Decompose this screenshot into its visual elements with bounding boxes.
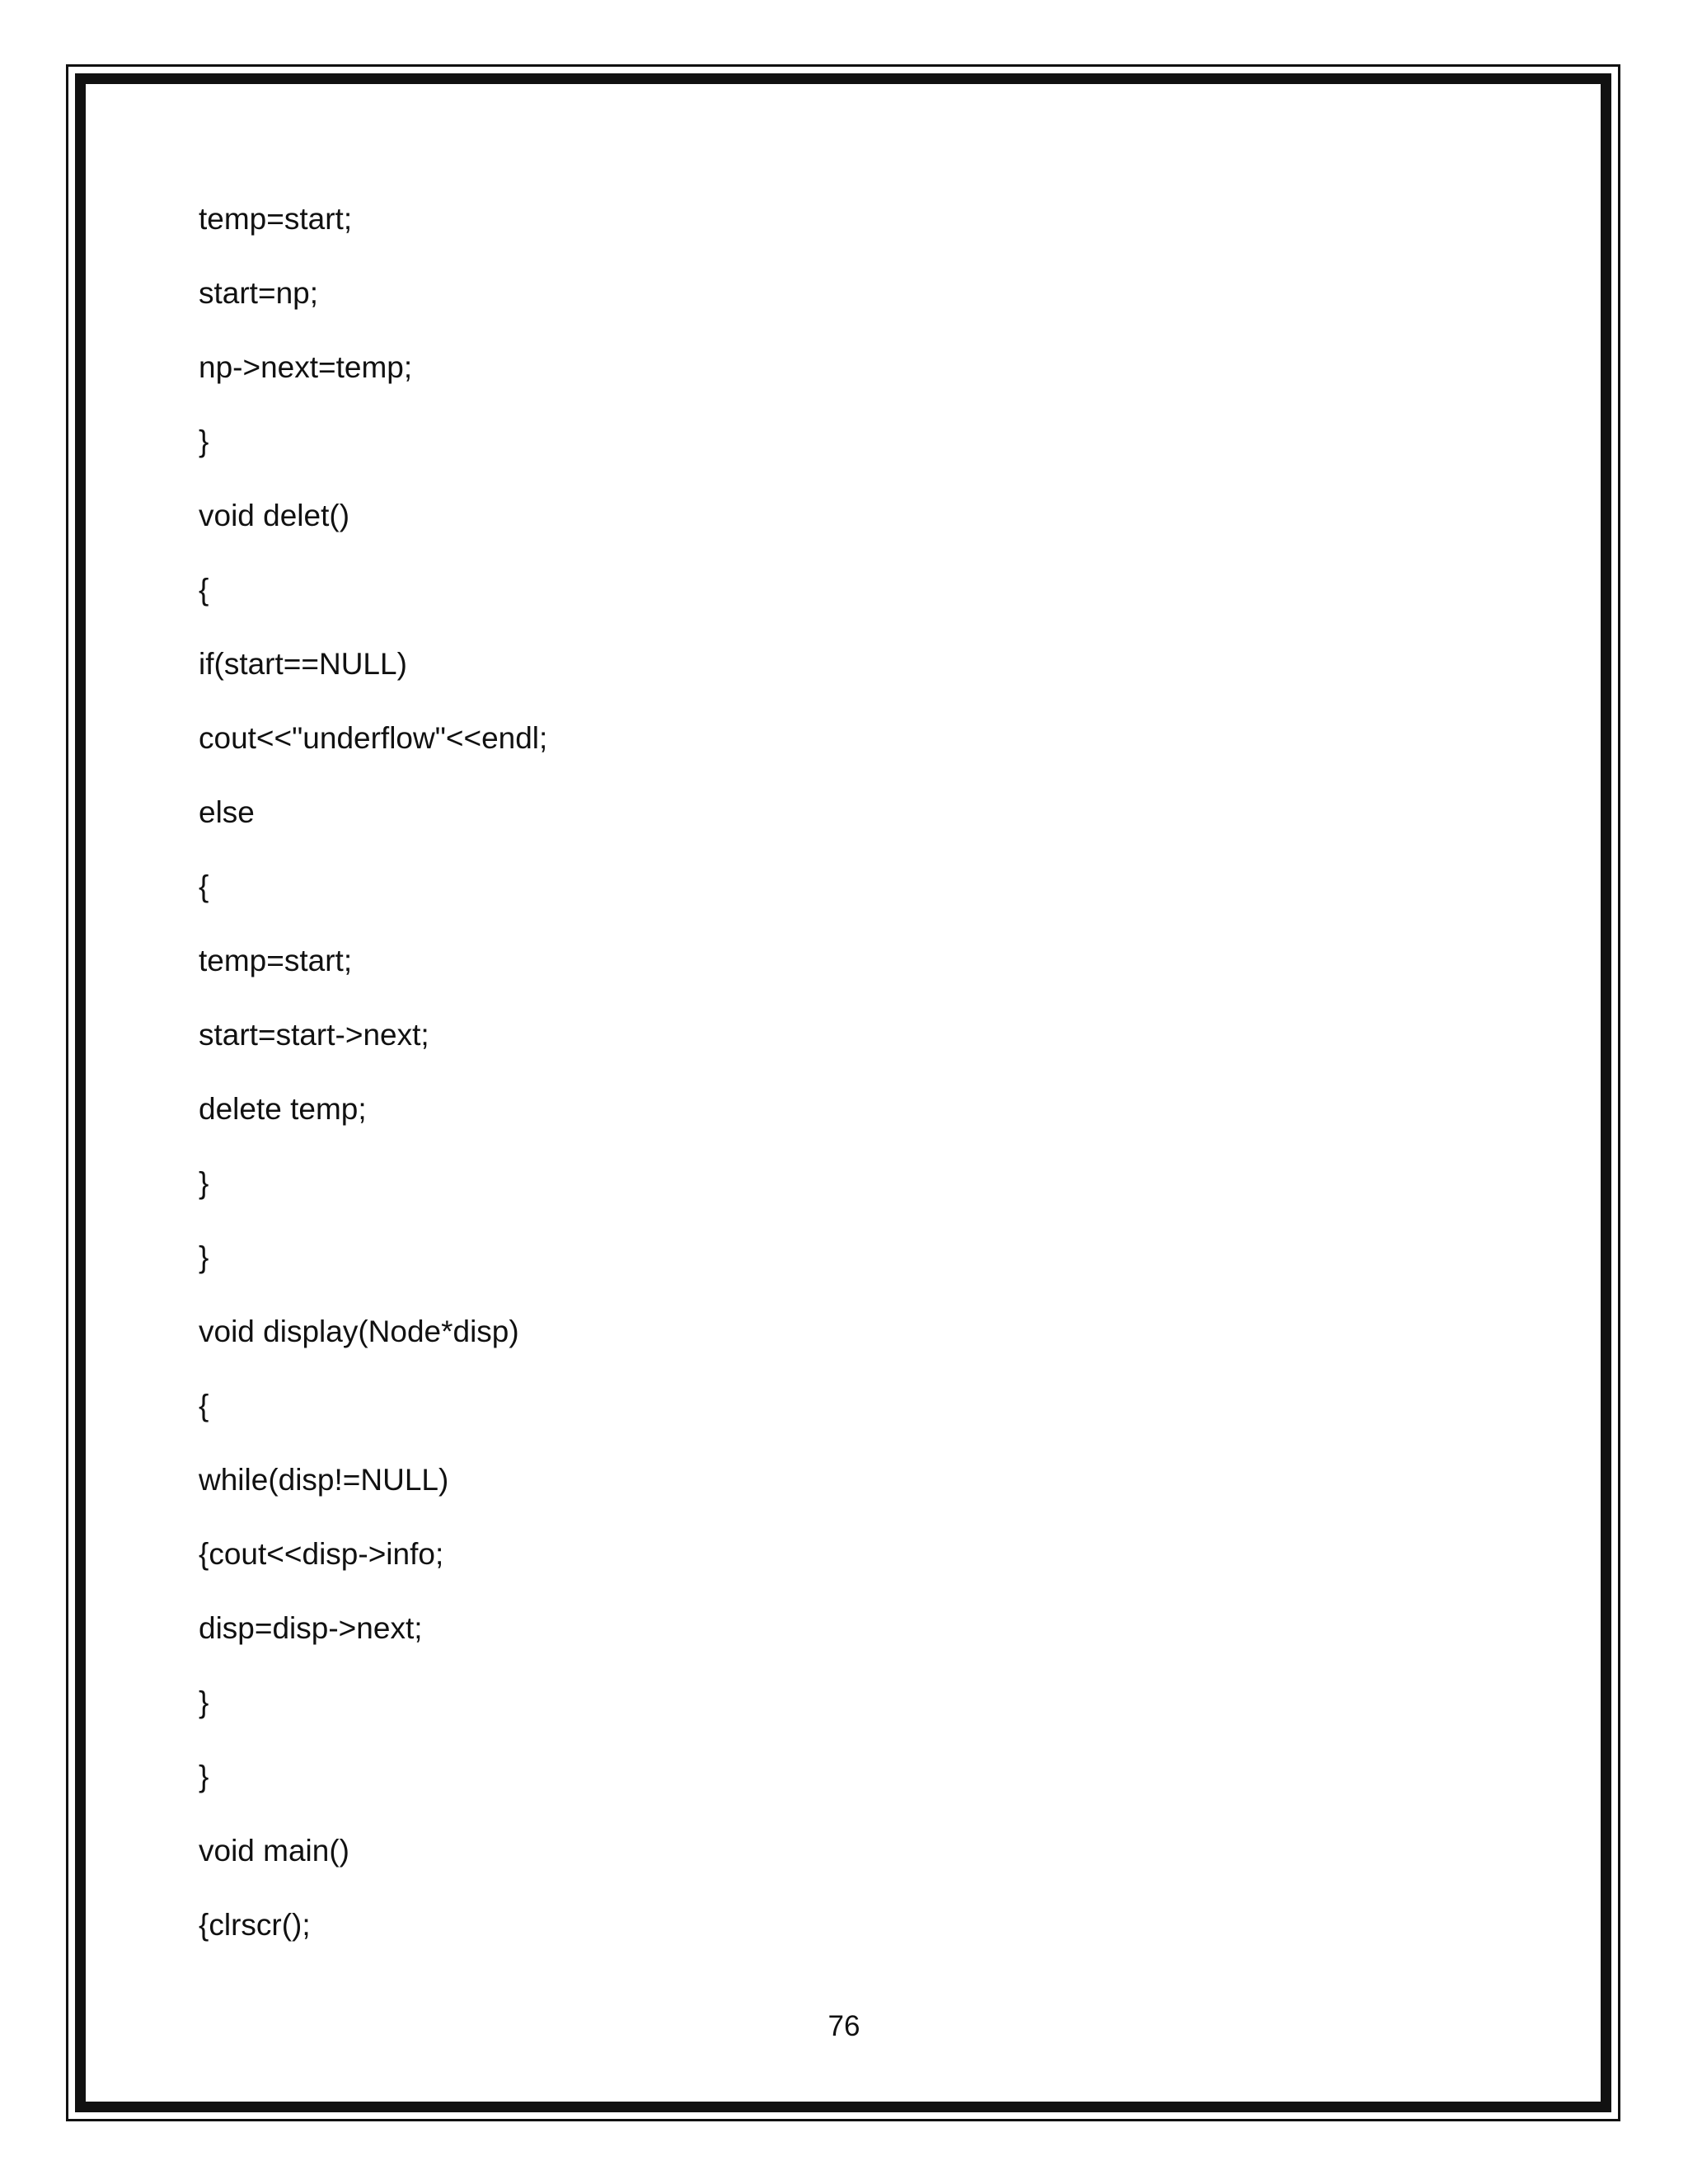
code-line: delete temp;	[199, 1092, 367, 1126]
code-line: }	[199, 1760, 209, 1793]
code-line: {	[199, 869, 209, 903]
page-number: 76	[828, 2010, 860, 2042]
code-line: }	[199, 1685, 209, 1719]
code-line: void main()	[199, 1834, 349, 1868]
code-line: cout<<"underflow"<<endl;	[199, 721, 548, 755]
code-line: }	[199, 424, 209, 458]
code-line: disp=disp->next;	[199, 1611, 423, 1645]
code-line: {clrscr();	[199, 1908, 311, 1942]
code-line: else	[199, 795, 255, 829]
code-line: {	[199, 1389, 209, 1422]
code-line: temp=start;	[199, 944, 353, 977]
code-line: temp=start;	[199, 202, 353, 236]
code-line: }	[199, 1166, 209, 1200]
code-line: start=start->next;	[199, 1018, 429, 1052]
code-line: void delet()	[199, 499, 350, 532]
code-line: }	[199, 1240, 209, 1274]
code-line: {	[199, 573, 209, 607]
code-line: start=np;	[199, 276, 319, 310]
code-line: np->next=temp;	[199, 350, 413, 384]
code-line: {cout<<disp->info;	[199, 1537, 444, 1571]
code-line: if(start==NULL)	[199, 647, 407, 681]
code-listing	[199, 196, 547, 1976]
code-line: void display(Node*disp)	[199, 1315, 519, 1348]
code-line: while(disp!=NULL)	[199, 1463, 449, 1497]
